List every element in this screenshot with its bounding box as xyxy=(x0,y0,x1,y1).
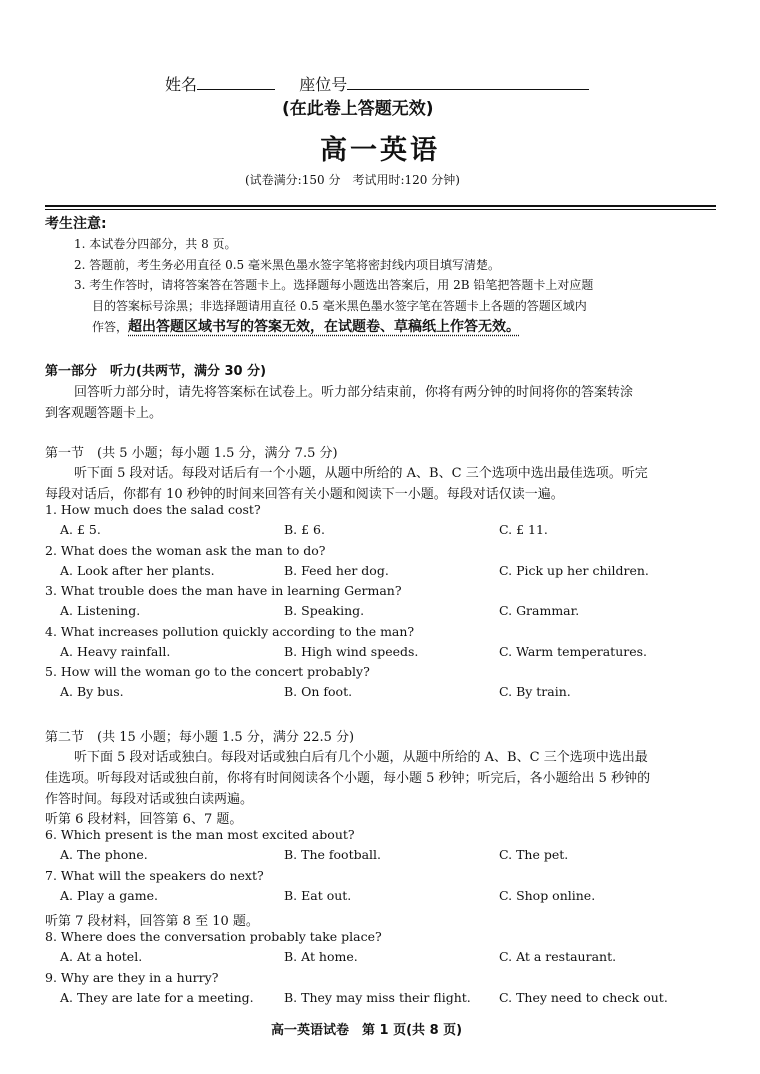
option-b: B. At home. xyxy=(284,949,358,964)
option-a: A. The phone. xyxy=(60,847,148,862)
invalid-note: (在此卷上答题无效) xyxy=(282,99,434,119)
top-rule-thin xyxy=(45,209,716,210)
notice-item-1: 1. 本试卷分四部分，共 8 页。 xyxy=(74,237,237,251)
option-c: C. £ 11. xyxy=(499,522,548,537)
option-c: C. Shop online. xyxy=(499,887,596,903)
option-c: C. Pick up her children. xyxy=(499,562,649,578)
section1-intro-line-1: 听下面 5 段对话。每段对话后有一个小题，从题中所给的 A、B、C 三个选项中选出最佳选项。听完 xyxy=(74,466,648,481)
notice-item-3-line-2: 目的答案标号涂黑；非选择题请用直径 0.5 毫米黑色墨水签字笔在答题卡上各题的答题区域内 xyxy=(92,299,587,313)
option-c: C. At a restaurant. xyxy=(499,949,617,964)
notice-title: 考生注意: xyxy=(45,216,107,232)
question-stem: 3. What trouble does the man have in learning German? xyxy=(45,583,402,599)
page-title: 高一英语 xyxy=(320,135,440,166)
option-b: B. The football. xyxy=(284,847,382,862)
option-b: B. Eat out. xyxy=(284,887,352,903)
notice-item-3-line-1: 3. 考生作答时，请将答案答在答题卡上。选择题每小题选出答案后，用 2B 铅笔把答题卡上对应题 xyxy=(74,278,594,292)
option-a: A. By bus. xyxy=(60,684,124,700)
seat-blank[interactable] xyxy=(347,75,589,90)
question-stem: 1. How much does the salad cost? xyxy=(45,502,261,517)
option-c: C. The pet. xyxy=(499,847,569,862)
notice-item-3-plain: 作答， xyxy=(92,320,129,334)
option-b: B. Speaking. xyxy=(284,603,365,619)
option-c: C. Grammar. xyxy=(499,603,580,619)
question-stem: 9. Why are they in a hurry? xyxy=(45,969,219,985)
option-a: A. Play a game. xyxy=(60,887,158,903)
option-b: B. High wind speeds. xyxy=(284,643,419,659)
seat-label: 座位号 xyxy=(299,75,348,94)
top-rule-thick xyxy=(45,205,716,207)
question-stem: 5. How will the woman go to the concert probably? xyxy=(45,664,370,680)
section2-heading: 第二节 (共 15 小题；每小题 1.5 分，满分 22.5 分) xyxy=(45,730,355,745)
option-c: C. By train. xyxy=(499,684,571,700)
notice-item-3-line-3 xyxy=(92,316,520,336)
name-label: 姓名 xyxy=(165,75,198,94)
option-a: A. £ 5. xyxy=(60,522,101,537)
part1-heading: 第一部分 听力(共两节，满分 30 分) xyxy=(45,364,267,379)
option-b: B. On foot. xyxy=(284,684,353,700)
exam-subtitle: (试卷满分:150 分 考试用时:120 分钟) xyxy=(245,173,460,187)
question-stem: 7. What will the speakers do next? xyxy=(45,867,264,883)
option-a: A. At a hotel. xyxy=(60,949,143,964)
section2-intro-line-2: 佳选项。听每段对话或独白前，你将有时间阅读各个小题，每小题 5 秒钟；听完后，各小题给出 5 秒钟的 xyxy=(45,771,651,786)
material-6-note: 听第 6 段材料，回答第 6、7 题。 xyxy=(45,812,243,827)
question-stem: 4. What increases pollution quickly according to the man? xyxy=(45,623,415,639)
notice-item-2: 2. 答题前，考生务必用直径 0.5 毫米黑色墨水签字笔将密封线内项目填写清楚。 xyxy=(74,258,500,272)
section1-intro-line-2: 每段对话后，你都有 10 秒钟的时间来回答有关小题和阅读下一小题。每段对话仅读一遍。 xyxy=(45,487,564,502)
option-b: B. They may miss their flight. xyxy=(284,989,471,1005)
option-a: A. Look after her plants. xyxy=(60,562,215,578)
option-b: B. Feed her dog. xyxy=(284,562,389,578)
name-blank[interactable] xyxy=(197,75,275,90)
section2-intro-line-3: 作答时间。每段对话或独白读两遍。 xyxy=(45,792,254,807)
notice-item-3-emphasis: 超出答题区域书写的答案无效，在试题卷、草稿纸上作答无效。 xyxy=(128,319,521,335)
option-a: A. They are late for a meeting. xyxy=(60,989,254,1005)
section2-intro-line-1: 听下面 5 段对话或独白。每段对话或独白后有几个小题，从题中所给的 A、B、C 三个选项中选出最 xyxy=(74,750,648,765)
name-seat-line xyxy=(165,72,589,95)
option-a: A. Heavy rainfall. xyxy=(60,643,171,659)
question-stem: 2. What does the woman ask the man to do? xyxy=(45,542,326,558)
part1-intro-line-1: 回答听力部分时，请先将答案标在试卷上。听力部分结束前，你将有两分钟的时间将你的答案转涂 xyxy=(74,385,634,400)
section1-heading: 第一节 (共 5 小题；每小题 1.5 分，满分 7.5 分) xyxy=(45,446,338,461)
option-a: A. Listening. xyxy=(60,603,141,619)
option-c: C. Warm temperatures. xyxy=(499,643,648,659)
page-footer: 高一英语试卷 第 1 页(共 8 页) xyxy=(271,1023,463,1038)
part1-intro-line-2: 到客观题答题卡上。 xyxy=(45,406,163,421)
question-stem: 6. Which present is the man most excited about? xyxy=(45,827,355,842)
material-7-note: 听第 7 段材料，回答第 8 至 10 题。 xyxy=(45,914,259,929)
option-c: C. They need to check out. xyxy=(499,989,668,1005)
option-b: B. £ 6. xyxy=(284,522,325,537)
question-stem: 8. Where does the conversation probably take place? xyxy=(45,929,382,944)
